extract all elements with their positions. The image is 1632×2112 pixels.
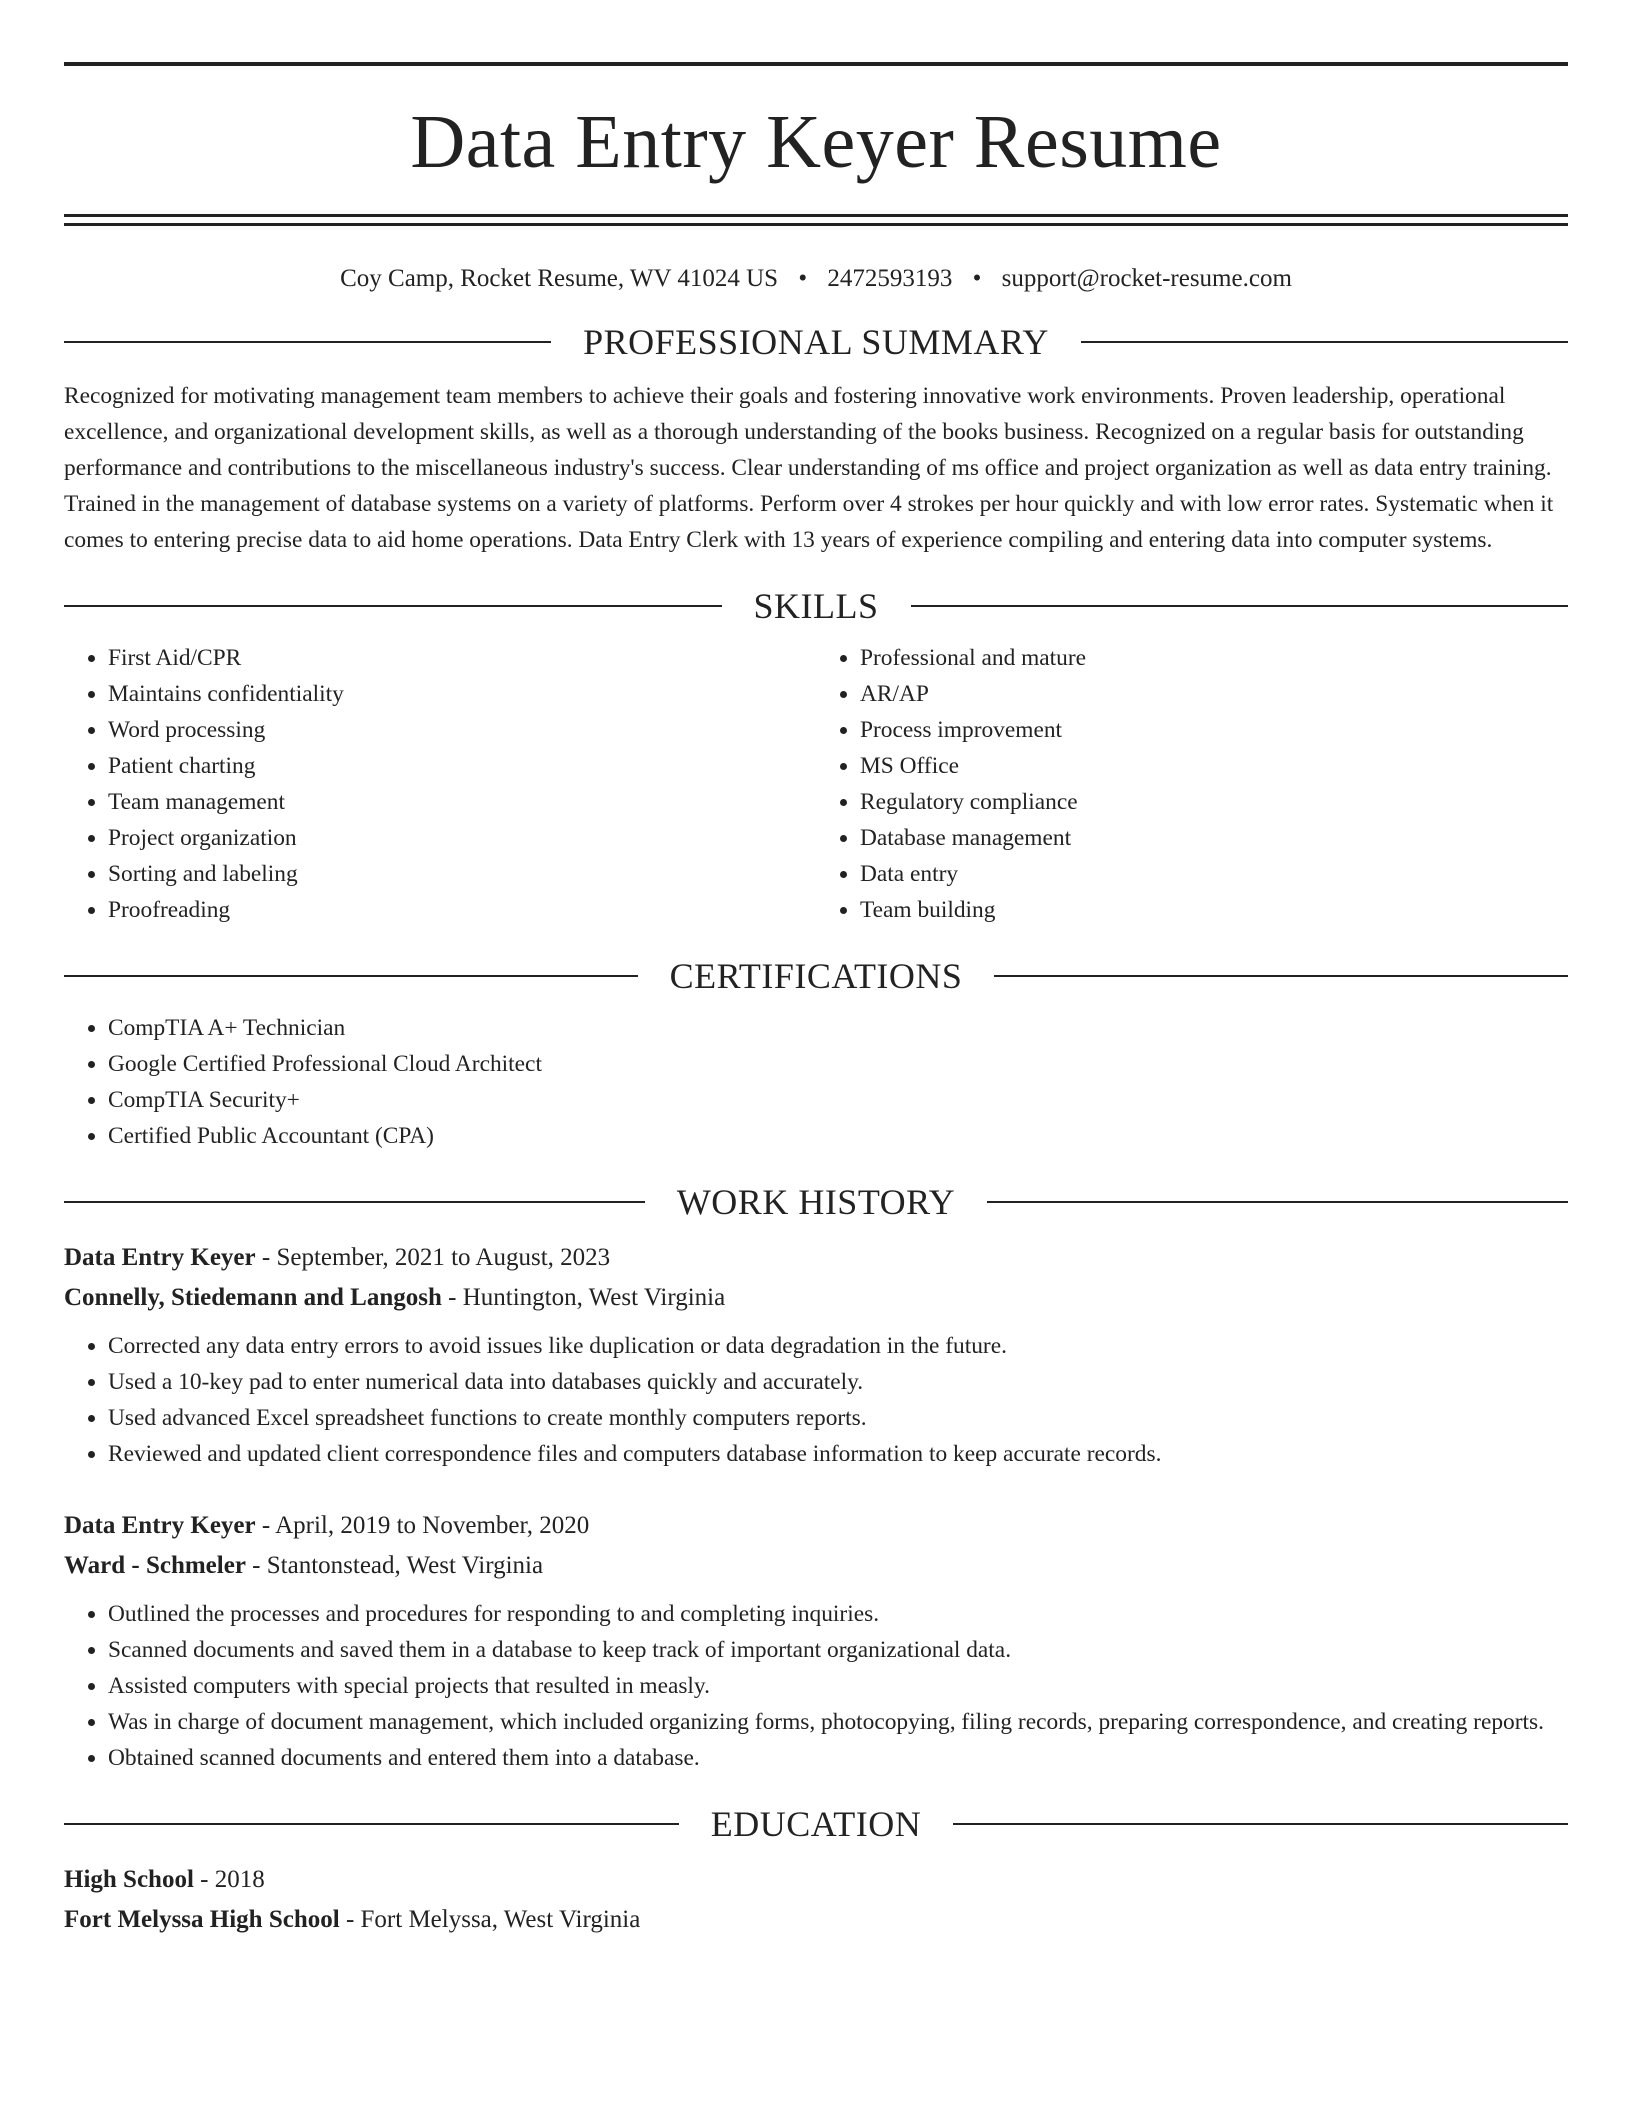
job-bullet: • Used advanced Excel spreadsheet functions to create monthly computers reports. (108, 1400, 1568, 1436)
education-year: - 2018 (193, 1866, 265, 1893)
section-rule (64, 1201, 645, 1203)
section-rule (911, 605, 1569, 607)
education-school: Fort Melyssa High School (64, 1906, 340, 1933)
job-title-line (64, 1238, 1568, 1278)
contact-phone: 2472593193 (827, 265, 953, 292)
job-entry (64, 1506, 1568, 1776)
contact-line (64, 264, 1568, 294)
skills-column-left (64, 640, 816, 928)
job-bullet: • Reviewed and updated client correspondence files and computers database information to keep accurate records. (108, 1436, 1568, 1472)
job-company-line (64, 1546, 1568, 1586)
contact-address: Coy Camp, Rocket Resume, WV 41024 US (340, 265, 779, 292)
certification-item: • CompTIA Security+ (108, 1082, 1568, 1118)
skills-column-right (816, 640, 1568, 928)
skill-item: • Process improvement (860, 712, 1568, 748)
skill-item: • Data entry (860, 856, 1568, 892)
job-location: - Huntington, West Virginia (441, 1284, 726, 1311)
education-location: - Fort Melyssa, West Virginia (339, 1906, 641, 1933)
skill-item: • Patient charting (108, 748, 816, 784)
resume-title: Data Entry Keyer Resume (410, 100, 1222, 184)
skill-item: • Team building (860, 892, 1568, 928)
job-dates: - September, 2021 to August, 2023 (255, 1244, 611, 1271)
section-rule (994, 975, 1568, 977)
title-double-rule (64, 214, 1568, 226)
job-company-line (64, 1278, 1568, 1318)
section-rule (1081, 341, 1568, 343)
skill-item: • Proofreading (108, 892, 816, 928)
job-title: Data Entry Keyer (64, 1244, 256, 1271)
section-rule (953, 1823, 1568, 1825)
section-header-certifications (64, 958, 1568, 994)
certification-item: • Google Certified Professional Cloud Architect (108, 1046, 1568, 1082)
job-company: Connelly, Stiedemann and Langosh (64, 1284, 442, 1311)
job-bullet: • Scanned documents and saved them in a database to keep track of important organizational data. (108, 1632, 1568, 1668)
job-location: - Stantonstead, West Virginia (245, 1552, 544, 1579)
certification-item: • CompTIA A+ Technician (108, 1010, 1568, 1046)
job-title-line (64, 1506, 1568, 1546)
job-bullets (64, 1596, 1568, 1776)
skill-item: • Word processing (108, 712, 816, 748)
summary-text: Recognized for motivating management team members to achieve their goals and fostering innovative work environments. Proven leadership, operational excellence, and organizational development skills, as well as a thorough understanding of the books business. Recognized on a regular basis for outstanding performance and contributions to the miscellaneous industry's success. Clear understanding of ms office and project organization as well as data entry training. Trained in the management of database systems on a variety of platforms. Perform over 4 strokes per hour quickly and with low error rates. Systematic when it comes to entering precise data to aid home operations. Data Entry Clerk with 13 years of experience compiling and entering data into computer systems. (64, 383, 1554, 553)
job-bullet: • Was in charge of document management, which included organizing forms, photocopying, filing records, preparing correspondence, and creating reports. (108, 1704, 1568, 1740)
certifications-list (64, 1010, 1568, 1154)
section-header-summary (64, 324, 1568, 360)
skill-item: • First Aid/CPR (108, 640, 816, 676)
contact-separator: • (972, 265, 982, 292)
contact-separator: • (798, 265, 808, 292)
job-bullet: • Used a 10-key pad to enter numerical data into databases quickly and accurately. (108, 1364, 1568, 1400)
skill-item: • AR/AP (860, 676, 1568, 712)
job-entry (64, 1238, 1568, 1472)
section-rule (64, 341, 551, 343)
job-bullet: • Assisted computers with special projects that resulted in measly. (108, 1668, 1568, 1704)
skill-item: • Regulatory compliance (860, 784, 1568, 820)
section-title: SKILLS (753, 586, 879, 626)
section-title: CERTIFICATIONS (669, 956, 963, 996)
section-rule (987, 1201, 1568, 1203)
skill-item: • Professional and mature (860, 640, 1568, 676)
section-rule (64, 975, 638, 977)
section-title: WORK HISTORY (676, 1182, 956, 1222)
section-header-work-history (64, 1184, 1568, 1220)
section-rule (64, 1823, 679, 1825)
skills-list (64, 640, 1568, 928)
section-title: EDUCATION (710, 1804, 922, 1844)
certification-item: • Certified Public Accountant (CPA) (108, 1118, 1568, 1154)
job-bullet: • Outlined the processes and procedures for responding to and completing inquiries. (108, 1596, 1568, 1632)
section-title: PROFESSIONAL SUMMARY (583, 322, 1049, 362)
section-header-skills (64, 588, 1568, 624)
job-title: Data Entry Keyer (64, 1512, 256, 1539)
job-company: Ward - Schmeler (64, 1552, 246, 1579)
education-degree: High School (64, 1866, 194, 1893)
job-bullet: • Obtained scanned documents and entered them into a database. (108, 1740, 1568, 1776)
job-dates: - April, 2019 to November, 2020 (255, 1512, 590, 1539)
job-bullets (64, 1328, 1568, 1472)
education-school-line (64, 1900, 1568, 1940)
skill-item: • Project organization (108, 820, 816, 856)
contact-email: support@rocket-resume.com (1001, 265, 1292, 292)
skill-item: • MS Office (860, 748, 1568, 784)
section-header-education (64, 1806, 1568, 1842)
education-degree-line (64, 1860, 1568, 1900)
skill-item: • Maintains confidentiality (108, 676, 816, 712)
section-rule (64, 605, 722, 607)
job-spacer (64, 1472, 1568, 1506)
skill-item: • Sorting and labeling (108, 856, 816, 892)
skill-item: • Database management (860, 820, 1568, 856)
skill-item: • Team management (108, 784, 816, 820)
top-rule (64, 62, 1568, 66)
job-bullet: • Corrected any data entry errors to avoid issues like duplication or data degradation in the future. (108, 1328, 1568, 1364)
